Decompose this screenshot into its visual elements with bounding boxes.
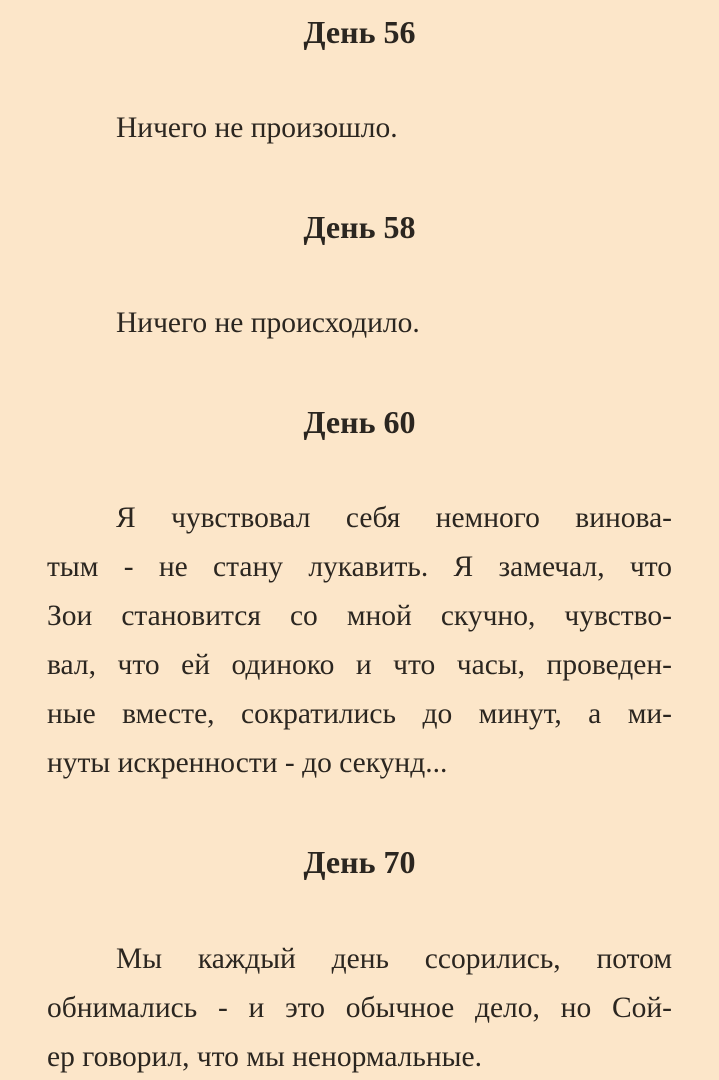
entry-title-day-70: День 70 [303,844,416,880]
entry-text-day-56 [47,104,672,153]
entry-line: Ничего не происходило. [116,307,420,339]
entry-line: ные вместе, сократились до минут, а ми- [47,698,672,730]
entry-line: обнимались - и это обычное дело, но Сой- [47,992,672,1024]
entry-line: тым - не стану лукавить. Я замечал, что [47,551,672,583]
entry-title-day-56: День 56 [303,14,416,50]
entry-line: ер говорил, что мы ненормальные. [47,1041,482,1073]
entry-line: вал, что ей одиноко и что часы, проведен- [47,649,672,681]
entry-text-day-58 [47,299,672,348]
entry-text-day-60 [47,494,672,788]
entry-line: Мы каждый день ссорились, потом [116,943,672,975]
entry-title-day-60: День 60 [303,404,416,440]
entry-title-day-58: День 58 [303,209,416,245]
entry-line: Я чувствовал себя немного винова- [116,502,672,534]
entry-line: нуты искренности - до секунд... [47,747,448,779]
entry-line: Ничего не произошло. [116,112,398,144]
entry-text-day-70 [47,935,672,1080]
entry-line: Зои становится со мной скучно, чувство- [47,600,672,632]
